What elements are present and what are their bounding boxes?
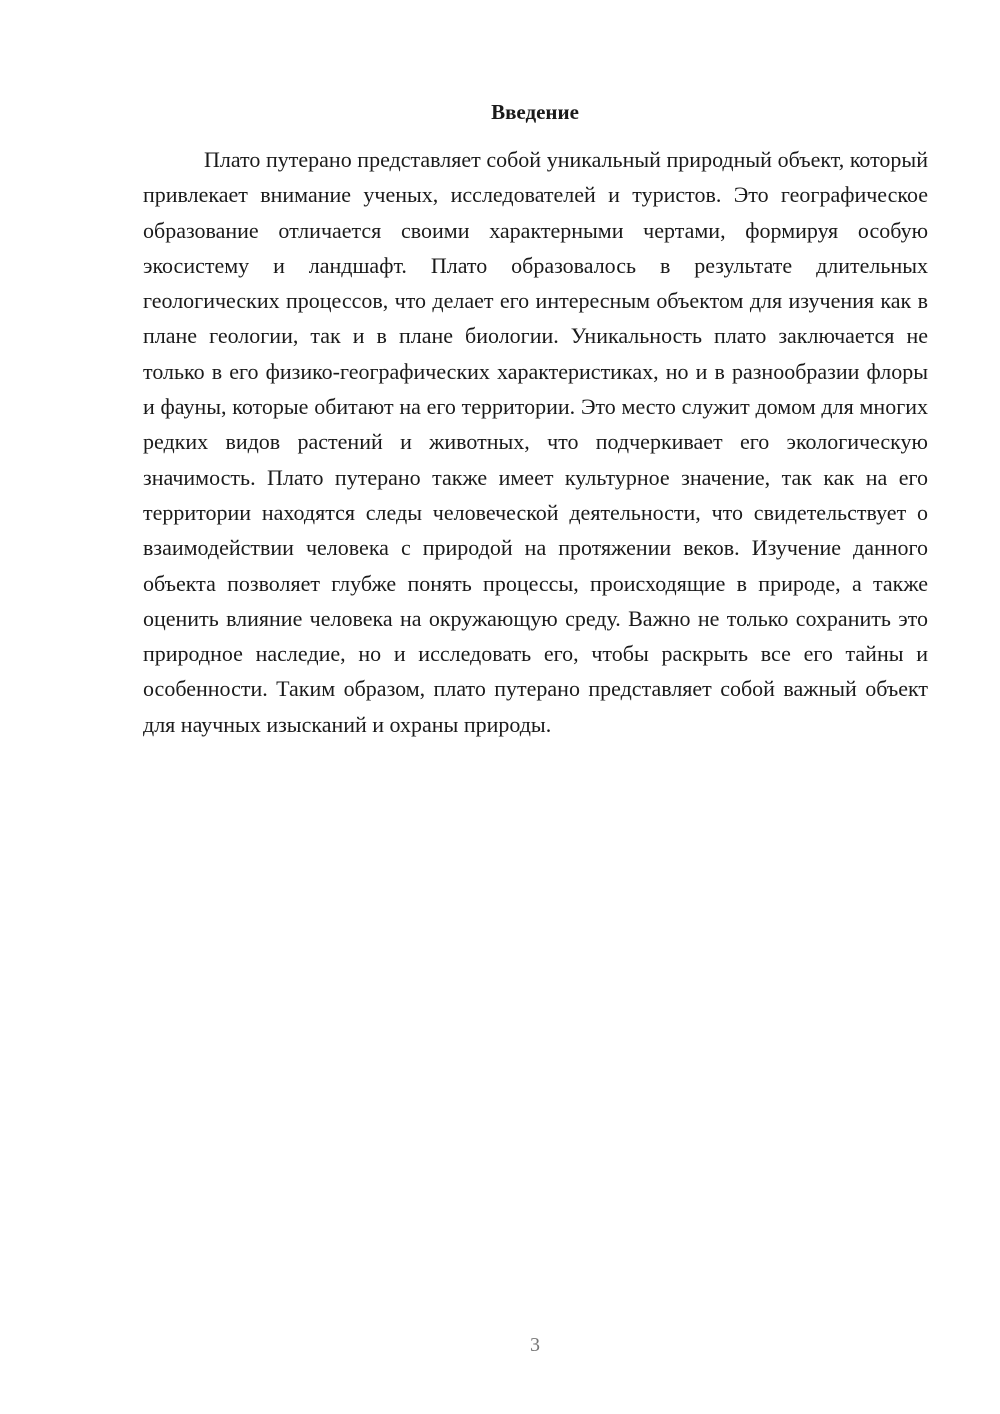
section-heading: Введение [491,100,579,124]
page-number: 3 [530,1334,540,1356]
body-paragraph: Плато путерано представляет собой уникальный природный объект, который привлекает внимание ученых, исследователей и туристов. Это географическое образование отличается своими характерными чертами, формируя особую экосистему и ландшафт. Плато образовалось в результате длительных геологических процессов, что делает его интересным объектом для изучения как в плане геологии, так и в плане биологии. Уникальность плато заключается не только в его физико-географических характеристиках, но и в разнообразии флоры и фауны, которые обитают на его территории. Это место служит домом для многих редких видов растений и животных, что подчеркивает его экологическую значимость. Плато путерано также имеет культурное значение, так как на его территории находятся следы человеческой деятельности, что свидетельствует о взаимодействии человека с природой на протяжении веков. Изучение данного объекта позволяет глубже понять процессы, происходящие в природе, а также оценить влияние человека на окружающую среду. Важно не только сохранить это природное наследие, но и исследовать его, чтобы раскрыть все его тайны и особенности. Таким образом, плато путерано представляет собой важный объект для научных изысканий и охраны природы. [143,147,928,737]
